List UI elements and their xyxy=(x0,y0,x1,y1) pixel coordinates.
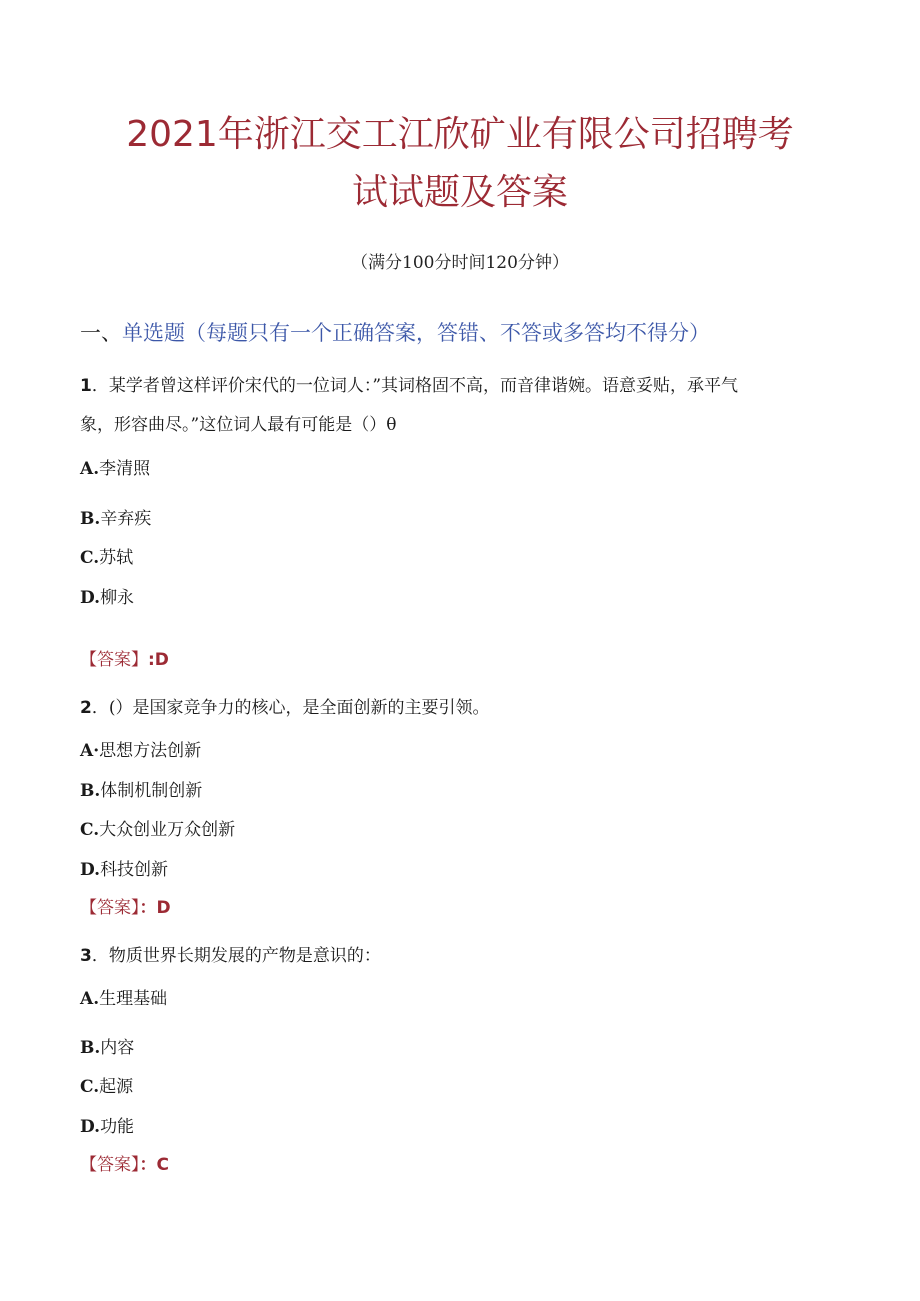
option-letter: B. xyxy=(80,781,101,801)
option-letter: A. xyxy=(80,459,100,479)
option-text: 思想方法创新 xyxy=(99,741,202,761)
question-2-option-d xyxy=(80,856,168,884)
document-title-line-1: 2021年浙江交工江欣矿业有限公司招聘考 xyxy=(126,114,794,155)
section-title: 单选题（每题只有一个正确答案，答错、不答或多答均不得分） xyxy=(122,321,710,345)
option-text: 科技创新 xyxy=(100,860,169,880)
question-text: ．某学者曾这样评价宋代的一位词人：”其词格固不高，而音律谐婉。语意妥贴，承平气 xyxy=(91,376,739,396)
question-3-option-b xyxy=(80,1034,134,1062)
question-1-text-line-1 xyxy=(80,372,738,400)
question-1-text-line-2: 象，形容曲尽。”这位词人最有可能是（）θ xyxy=(80,415,397,435)
question-1-option-b xyxy=(80,505,151,533)
option-text: 李清照 xyxy=(99,459,151,479)
question-1-option-d xyxy=(80,584,134,612)
option-letter: D. xyxy=(80,588,101,608)
section-heading xyxy=(80,316,710,350)
answer-label: 【答案】 xyxy=(80,898,140,918)
question-text: ．(）是国家竞争力的核心，是全面创新的主要引领。 xyxy=(91,698,490,718)
option-text: 大众创业万众创新 xyxy=(99,820,236,840)
option-text: 柳永 xyxy=(100,588,135,608)
question-3-answer xyxy=(80,1151,169,1179)
answer-label: 【答案】 xyxy=(80,1155,140,1175)
question-1-option-c xyxy=(80,544,133,572)
option-letter: B. xyxy=(80,1038,101,1058)
option-letter: C. xyxy=(80,1077,100,1097)
option-text: 辛弃疾 xyxy=(100,509,152,529)
option-letter: D. xyxy=(80,1117,101,1137)
question-2-option-b xyxy=(80,777,202,805)
option-letter: D. xyxy=(80,860,101,880)
option-letter: A. xyxy=(80,989,100,1009)
option-letter: B. xyxy=(80,509,101,529)
question-1-answer xyxy=(80,646,169,674)
option-text: 生理基础 xyxy=(99,989,168,1009)
question-2-answer xyxy=(80,894,171,922)
option-text: 体制机制创新 xyxy=(100,781,203,801)
answer-value: ：D xyxy=(139,898,171,918)
option-letter: A· xyxy=(80,741,100,761)
question-number: 3 xyxy=(80,946,92,966)
option-text: 功能 xyxy=(100,1117,135,1137)
question-number: 2 xyxy=(80,698,92,718)
option-text: 起源 xyxy=(99,1077,134,1097)
option-letter: C. xyxy=(80,548,100,568)
question-number: 1 xyxy=(80,376,92,396)
question-3-option-c xyxy=(80,1073,133,1101)
exam-duration-note: （满分100分时间120分钟） xyxy=(351,253,569,273)
question-2-option-c xyxy=(80,816,235,844)
question-text: ．物质世界长期发展的产物是意识的： xyxy=(91,946,381,966)
question-1-option-a xyxy=(80,455,150,483)
section-number: 一、 xyxy=(80,321,122,345)
option-letter: C. xyxy=(80,820,100,840)
question-3-text-line-1 xyxy=(80,942,381,970)
question-3-option-a xyxy=(80,985,167,1013)
answer-label: 【答案】 xyxy=(80,650,148,670)
question-3-option-d xyxy=(80,1113,134,1141)
option-text: 内容 xyxy=(100,1038,135,1058)
option-text: 苏轼 xyxy=(99,548,134,568)
question-2-option-a xyxy=(80,737,201,765)
document-title-line-2: 试试题及答案 xyxy=(351,172,568,213)
question-2-text-line-1 xyxy=(80,694,489,722)
answer-value: ：C xyxy=(139,1155,169,1175)
answer-value: :D xyxy=(148,650,169,670)
